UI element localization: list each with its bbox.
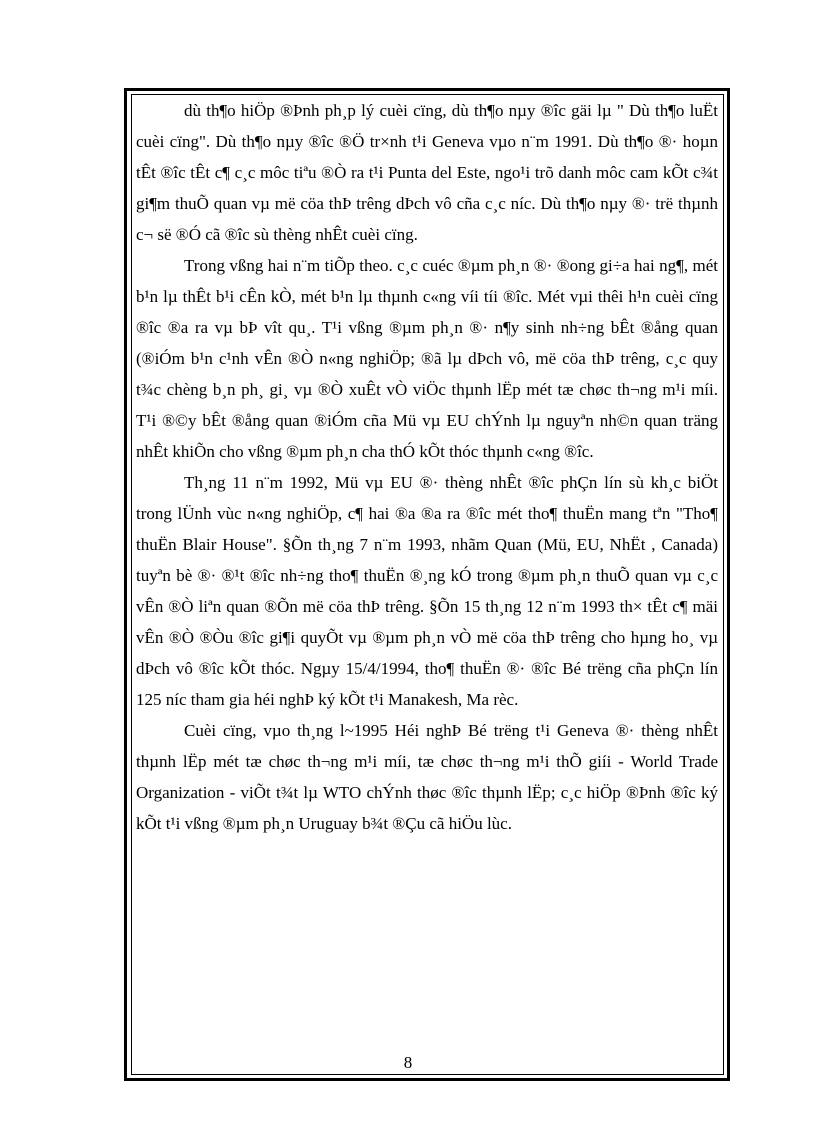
document-body: [136, 95, 718, 839]
paragraph-1: dù th¶o hiÖp ®Þnh ph¸p lý cuèi cïng, dù th¶o nµy ®îc gäi lµ " Dù th¶o luËt cuèi cïng". Dù th¶o nµy ®îc ®Ö tr×nh t¹i Geneva vµo n¨m 1991. Dù th¶o ®· hoµn tÊt ®îc tÊt c¶ c¸c môc tiªu ®Ò ra t¹i Punta del Este, ngo¹i trõ danh môc cam kÕt c¾t gi¶m thuÕ quan vµ më cöa thÞ trêng dÞch vô cña c¸c níc. Dù th¶o nµy ®· trë thµnh c¬ së ®Ó cã ®îc sù thèng nhÊt cuèi cïng.: [136, 101, 718, 244]
paragraph-3: Th¸ng 11 n¨m 1992, Mü vµ EU ®· thèng nhÊt ®îc phÇn lín sù kh¸c biÖt trong lÜnh vùc n«ng nghiÖp, c¶ hai ®a ®a ra ®îc mét tho¶ thuËn mang tªn "Tho¶ thuËn Blair House". §Õn th¸ng 7 n¨m 1993, nhãm Quan (Mü, EU, NhËt , Canada) tuyªn bè ®· ®¹t ®îc nh÷ng tho¶ thuËn ®¸ng kÓ trong ®µm ph¸n thuÕ quan vµ c¸c vÊn ®Ò liªn quan ®Õn më cöa thÞ trêng. §Õn 15 th¸ng 12 n¨m 1993 th× tÊt c¶ mäi vÊn ®Ò ®Òu ®îc gi¶i quyÕt vµ ®µm ph¸n vÒ më cöa thÞ trêng cho hµng ho¸ vµ dÞch vô ®îc kÕt thóc. Ngµy 15/4/1994, tho¶ thuËn ®· ®îc Bé trëng cña phÇn lín 125 níc tham gia héi nghÞ ký kÕt t¹i Manakesh, Ma rèc.: [136, 473, 718, 709]
paragraph-4: Cuèi cïng, vµo th¸ng l~1995 Héi nghÞ Bé trëng t¹i Geneva ®· thèng nhÊt thµnh lËp mét tæ chøc th¬ng m¹i míi, tæ chøc th¬ng m¹i thÕ giíi - World Trade Organization - viÕt t¾t lµ WTO chÝnh thøc ®îc thµnh lËp; c¸c hiÖp ®Þnh ®îc ký kÕt t¹i vßng ®µm ph¸n Uruguay b¾t ®Çu cã hiÖu lùc.: [136, 721, 718, 833]
paragraph-2: Trong vßng hai n¨m tiÕp theo. c¸c cuéc ®µm ph¸n ®· ®ong gi÷a hai ng¶, mét b¹n lµ thÊt b¹i cÊn kÒ, mét b¹n lµ thµnh c«ng víi tíi ®îc. Mét vµi thêi h¹n cuèi cïng ®îc ®a ra vµ bÞ vît qu¸. T¹i vßng ®µm ph¸n ®· n¶y sinh nh÷ng bÊt ®ång quan (®iÓm b¹n c¹nh vÊn ®Ò n«ng nghiÖp; ®ã lµ dÞch vô, më cöa thÞ trêng, c¸c quy t¾c chèng b¸n ph¸ gi¸ vµ ®Ò xuÊt vÒ viÖc thµnh lËp mét tæ chøc th¬ng m¹i míi. T¹i ®©y bÊt ®ång quan ®iÓm cña Mü vµ EU chÝnh lµ nguyªn nh©n quan träng nhÊt khiÕn cho vßng ®µm ph¸n cha thÓ kÕt thóc thµnh c«ng ®îc.: [136, 256, 718, 461]
page-number: 8: [403, 1053, 413, 1072]
